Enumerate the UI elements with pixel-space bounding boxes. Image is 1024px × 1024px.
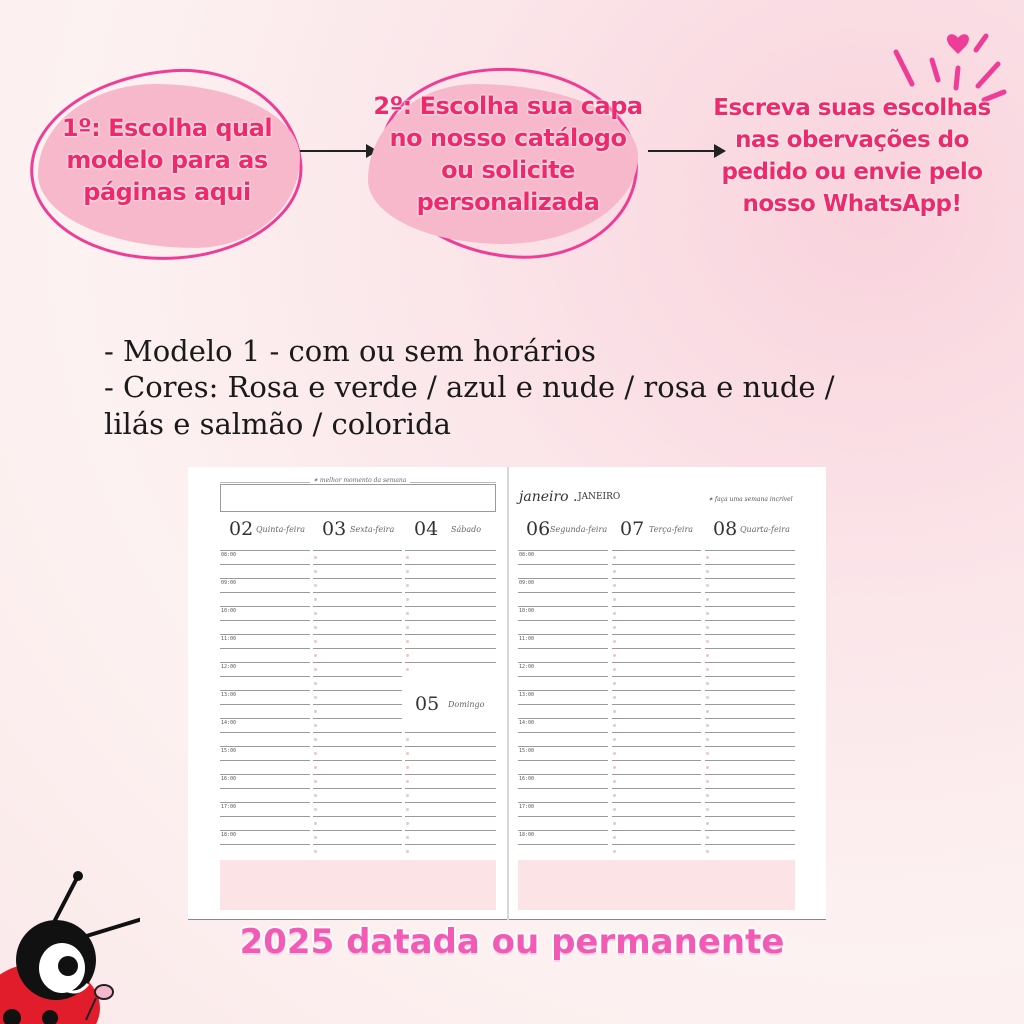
planner-rule-line	[313, 648, 402, 649]
planner-rule-line	[220, 690, 310, 691]
day-name: Terça-feira	[649, 525, 694, 534]
planner-rule-line	[518, 844, 608, 845]
planner-dot	[406, 850, 409, 853]
hour-label: 14:00	[221, 720, 237, 726]
hour-label: 09:00	[221, 580, 237, 586]
planner-rule-line	[518, 732, 608, 733]
planner-dot	[706, 808, 709, 811]
planner-rule-line	[313, 760, 402, 761]
planner-rule-line	[612, 788, 701, 789]
planner-rule-line	[313, 550, 402, 551]
hour-label: 13:00	[519, 692, 535, 698]
planner-rule-line	[405, 550, 496, 551]
planner-rule-line	[220, 648, 310, 649]
planner-rule-line	[612, 704, 701, 705]
planner-dot	[706, 626, 709, 629]
planner-rule-line	[612, 760, 701, 761]
planner-rule-line	[705, 774, 795, 775]
arrow-right-icon	[300, 150, 376, 152]
planner-rule-line	[313, 788, 402, 789]
planner-rule-line	[405, 662, 496, 663]
planner-rule-line	[220, 662, 310, 663]
planner-dot	[406, 570, 409, 573]
planner-rule-line	[220, 620, 310, 621]
planner-dot	[314, 780, 317, 783]
planner-dot	[613, 836, 616, 839]
planner-dot	[613, 668, 616, 671]
planner-dot	[706, 640, 709, 643]
planner-rule-line	[313, 676, 402, 677]
planner-dot	[314, 612, 317, 615]
hour-label: 10:00	[519, 608, 535, 614]
model-line: - Modelo 1 - com ou sem horários	[104, 334, 596, 368]
planner-dot	[314, 696, 317, 699]
planner-dot	[706, 794, 709, 797]
planner-rule-line	[313, 746, 402, 747]
planner-dot	[406, 584, 409, 587]
planner-rule-line	[518, 676, 608, 677]
planner-rule-line	[220, 732, 310, 733]
planner-dot	[613, 682, 616, 685]
planner-dot	[613, 808, 616, 811]
planner-rule-line	[705, 746, 795, 747]
planner-dot	[406, 794, 409, 797]
planner-dot	[613, 626, 616, 629]
step-3-text: Escreva suas escolhas nas obervações do pedido ou envie pelo nosso WhatsApp!	[713, 95, 991, 217]
planner-dot	[406, 626, 409, 629]
planner-dot	[314, 584, 317, 587]
planner-dot	[406, 654, 409, 657]
planner-rule-line	[518, 634, 608, 635]
planner-rule-line	[705, 844, 795, 845]
planner-dot	[613, 570, 616, 573]
hour-label: 16:00	[221, 776, 237, 782]
step-2-text: 2º: Escolha sua capa no nosso catálogo ou solicite personalizada	[373, 92, 643, 216]
best-moment-box	[220, 484, 496, 512]
planner-rule-line	[518, 592, 608, 593]
planner-rule-line	[405, 620, 496, 621]
planner-rule-line	[220, 718, 310, 719]
planner-dot	[406, 822, 409, 825]
planner-rule-line	[612, 690, 701, 691]
planner-rule-line	[220, 592, 310, 593]
planner-rule-line	[705, 662, 795, 663]
planner-dot	[613, 612, 616, 615]
planner-rule-line	[220, 606, 310, 607]
planner-dot	[706, 836, 709, 839]
planner-rule-line	[220, 578, 310, 579]
planner-dot	[314, 654, 317, 657]
notes-box	[518, 860, 795, 910]
planner-dot	[706, 570, 709, 573]
planner-rule-line	[705, 564, 795, 565]
planner-rule-line	[405, 634, 496, 635]
planner-rule-line	[612, 676, 701, 677]
planner-rule-line	[313, 690, 402, 691]
planner-rule-line	[405, 578, 496, 579]
planner-rule-line	[313, 774, 402, 775]
planner-rule-line	[705, 830, 795, 831]
planner-dot	[314, 710, 317, 713]
planner-rule-line	[705, 704, 795, 705]
planner-rule-line	[405, 648, 496, 649]
planner-rule-line	[612, 816, 701, 817]
planner-dot	[314, 724, 317, 727]
planner-rule-line	[612, 634, 701, 635]
planner-rule-line	[313, 578, 402, 579]
planner-dot	[706, 584, 709, 587]
planner-rule-line	[220, 802, 310, 803]
planner-rule-line	[705, 690, 795, 691]
planner-rule-line	[405, 844, 496, 845]
planner-dot	[314, 822, 317, 825]
planner-dot	[613, 780, 616, 783]
planner-rule-line	[313, 802, 402, 803]
hour-label: 18:00	[221, 832, 237, 838]
planner-rule-line	[705, 676, 795, 677]
planner-rule-line	[612, 802, 701, 803]
planner-dot	[706, 710, 709, 713]
planner-dot	[406, 640, 409, 643]
planner-rule-line	[612, 578, 701, 579]
day-name: Sábado	[451, 525, 482, 534]
colors-line-continued: lilás e salmão / colorida	[104, 407, 451, 441]
planner-dot	[613, 710, 616, 713]
planner-dot	[706, 780, 709, 783]
planner-rule-line	[405, 606, 496, 607]
hour-label: 15:00	[519, 748, 535, 754]
planner-rule-line	[313, 844, 402, 845]
planner-dot	[613, 724, 616, 727]
planner-rule-line	[313, 592, 402, 593]
day-name: Quarta-feira	[740, 525, 790, 534]
planner-rule-line	[518, 746, 608, 747]
planner-rule-line	[220, 760, 310, 761]
planner-dot	[314, 640, 317, 643]
hour-label: 12:00	[519, 664, 535, 670]
planner-rule-line	[313, 830, 402, 831]
planner-dot	[706, 822, 709, 825]
hour-label: 16:00	[519, 776, 535, 782]
planner-rule-line	[705, 648, 795, 649]
planner-dot	[706, 556, 709, 559]
planner-rule-line	[220, 830, 310, 831]
planner-dot	[314, 668, 317, 671]
planner-rule-line	[220, 774, 310, 775]
planner-dot	[706, 752, 709, 755]
planner-dot	[613, 766, 616, 769]
planner-dot	[613, 556, 616, 559]
planner-dot	[314, 808, 317, 811]
planner-rule-line	[220, 816, 310, 817]
planner-rule-line	[705, 606, 795, 607]
hour-label: 11:00	[221, 636, 237, 642]
day-number: 07	[620, 518, 645, 540]
planner-dot	[706, 682, 709, 685]
planner-dot	[613, 738, 616, 741]
planner-rule-line	[705, 620, 795, 621]
planner-rule-line	[220, 564, 310, 565]
planner-dot	[314, 682, 317, 685]
footer-title: 2025 datada ou permanente	[239, 922, 785, 962]
hour-label: 14:00	[519, 720, 535, 726]
hour-label: 10:00	[221, 608, 237, 614]
hour-label: 08:00	[221, 552, 237, 558]
planner-dot	[406, 612, 409, 615]
planner-dot	[314, 766, 317, 769]
planner-rule-line	[612, 592, 701, 593]
planner-rule-line	[518, 718, 608, 719]
planner-rule-line	[518, 830, 608, 831]
week-motto: ✶ faça uma semana incrível	[708, 496, 793, 503]
planner-rule-line	[518, 774, 608, 775]
planner-rule-line	[705, 788, 795, 789]
planner-dot	[706, 766, 709, 769]
planner-rule-line	[518, 620, 608, 621]
planner-dot	[706, 850, 709, 853]
planner-rule-line	[612, 550, 701, 551]
planner-rule-line	[313, 816, 402, 817]
planner-rule-line	[220, 634, 310, 635]
day-number: 02	[229, 518, 254, 540]
colors-line: - Cores: Rosa e verde / azul e nude / rosa e nude /	[104, 370, 835, 404]
planner-rule-line	[518, 704, 608, 705]
planner-dot	[613, 794, 616, 797]
planner-rule-line	[612, 732, 701, 733]
month-script: janeiro .	[519, 489, 578, 505]
planner-dot	[406, 752, 409, 755]
planner-rule-line	[518, 788, 608, 789]
planner-spread	[188, 467, 826, 920]
hour-label: 15:00	[221, 748, 237, 754]
planner-dot	[706, 724, 709, 727]
planner-rule-line	[220, 704, 310, 705]
planner-rule-line	[518, 550, 608, 551]
planner-rule-line	[405, 746, 496, 747]
planner-rule-line	[313, 606, 402, 607]
planner-rule-line	[220, 788, 310, 789]
planner-rule-line	[612, 648, 701, 649]
hour-label: 09:00	[519, 580, 535, 586]
planner-rule-line	[612, 774, 701, 775]
planner-rule-line	[705, 634, 795, 635]
planner-dot	[406, 598, 409, 601]
planner-rule-line	[705, 732, 795, 733]
ladybug-mascot-icon	[0, 868, 140, 1024]
planner-dot	[314, 850, 317, 853]
planner-dot	[314, 752, 317, 755]
planner-rule-line	[313, 704, 402, 705]
planner-rule-line	[405, 830, 496, 831]
hour-label: 12:00	[221, 664, 237, 670]
planner-dot	[613, 640, 616, 643]
month-caps: JANEIRO	[578, 492, 621, 502]
planner-rule-line	[612, 844, 701, 845]
planner-dot	[613, 752, 616, 755]
planner-dot	[406, 766, 409, 769]
planner-rule-line	[518, 606, 608, 607]
planner-rule-line	[405, 760, 496, 761]
planner-rule-line	[405, 732, 496, 733]
planner-rule-line	[313, 662, 402, 663]
planner-dot	[706, 668, 709, 671]
planner-dot	[613, 850, 616, 853]
planner-rule-line	[705, 592, 795, 593]
planner-rule-line	[220, 844, 310, 845]
planner-rule-line	[313, 634, 402, 635]
day-name: Sexta-feira	[350, 525, 395, 534]
planner-dot	[613, 696, 616, 699]
planner-rule-line	[518, 802, 608, 803]
hour-label: 18:00	[519, 832, 535, 838]
planner-rule-line	[405, 816, 496, 817]
planner-dot	[314, 556, 317, 559]
hour-label: 08:00	[519, 552, 535, 558]
planner-rule-line	[220, 550, 310, 551]
step-1-text: 1º: Escolha qual modelo para as páginas aqui	[61, 114, 273, 206]
planner-dot	[314, 836, 317, 839]
planner-dot	[406, 808, 409, 811]
planner-rule-line	[313, 620, 402, 621]
planner-dot	[613, 598, 616, 601]
day-name: Domingo	[448, 700, 485, 709]
planner-rule-line	[705, 578, 795, 579]
planner-rule-line	[705, 760, 795, 761]
planner-rule-line	[313, 564, 402, 565]
planner-rule-line	[405, 774, 496, 775]
planner-rule-line	[705, 802, 795, 803]
planner-dot	[314, 626, 317, 629]
planner-dot	[314, 598, 317, 601]
planner-dot	[706, 654, 709, 657]
planner-dot	[406, 780, 409, 783]
planner-rule-line	[405, 788, 496, 789]
planner-rule-line	[612, 746, 701, 747]
planner-dot	[406, 556, 409, 559]
planner-rule-line	[612, 662, 701, 663]
planner-rule-line	[705, 718, 795, 719]
day-number: 08	[713, 518, 738, 540]
planner-rule-line	[405, 564, 496, 565]
planner-rule-line	[313, 718, 402, 719]
planner-rule-line	[518, 690, 608, 691]
planner-rule-line	[518, 662, 608, 663]
notes-box	[220, 860, 496, 910]
day-name: Segunda-feira	[550, 525, 608, 534]
planner-rule-line	[313, 732, 402, 733]
planner-rule-line	[612, 606, 701, 607]
hour-label: 11:00	[519, 636, 535, 642]
planner-dot	[706, 612, 709, 615]
planner-dot	[406, 836, 409, 839]
planner-rule-line	[518, 578, 608, 579]
hour-label: 17:00	[519, 804, 535, 810]
day-number: 05	[415, 693, 440, 715]
planner-dot	[706, 738, 709, 741]
planner-dot	[314, 570, 317, 573]
planner-rule-line	[220, 676, 310, 677]
planner-dot	[706, 696, 709, 699]
planner-dot	[613, 584, 616, 587]
planner-dot	[406, 668, 409, 671]
planner-rule-line	[705, 550, 795, 551]
planner-dot	[706, 598, 709, 601]
hour-label: 13:00	[221, 692, 237, 698]
planner-dot	[314, 794, 317, 797]
planner-dot	[613, 654, 616, 657]
day-number: 06	[526, 518, 551, 540]
day-number: 04	[414, 518, 439, 540]
planner-rule-line	[612, 620, 701, 621]
planner-rule-line	[518, 564, 608, 565]
planner-rule-line	[518, 648, 608, 649]
day-name: Quinta-feira	[256, 525, 305, 534]
best-moment-header: ✶ melhor momento da semana	[313, 477, 407, 484]
planner-rule-line	[405, 592, 496, 593]
planner-dot	[613, 822, 616, 825]
planner-spine	[507, 467, 509, 920]
planner-rule-line	[612, 830, 701, 831]
planner-rule-line	[705, 816, 795, 817]
hour-label: 17:00	[221, 804, 237, 810]
planner-dot	[406, 738, 409, 741]
planner-rule-line	[518, 760, 608, 761]
planner-rule-line	[405, 802, 496, 803]
planner-dot	[314, 738, 317, 741]
planner-rule-line	[612, 564, 701, 565]
planner-rule-line	[220, 746, 310, 747]
planner-rule-line	[612, 718, 701, 719]
day-number: 03	[322, 518, 347, 540]
planner-rule-line	[518, 816, 608, 817]
